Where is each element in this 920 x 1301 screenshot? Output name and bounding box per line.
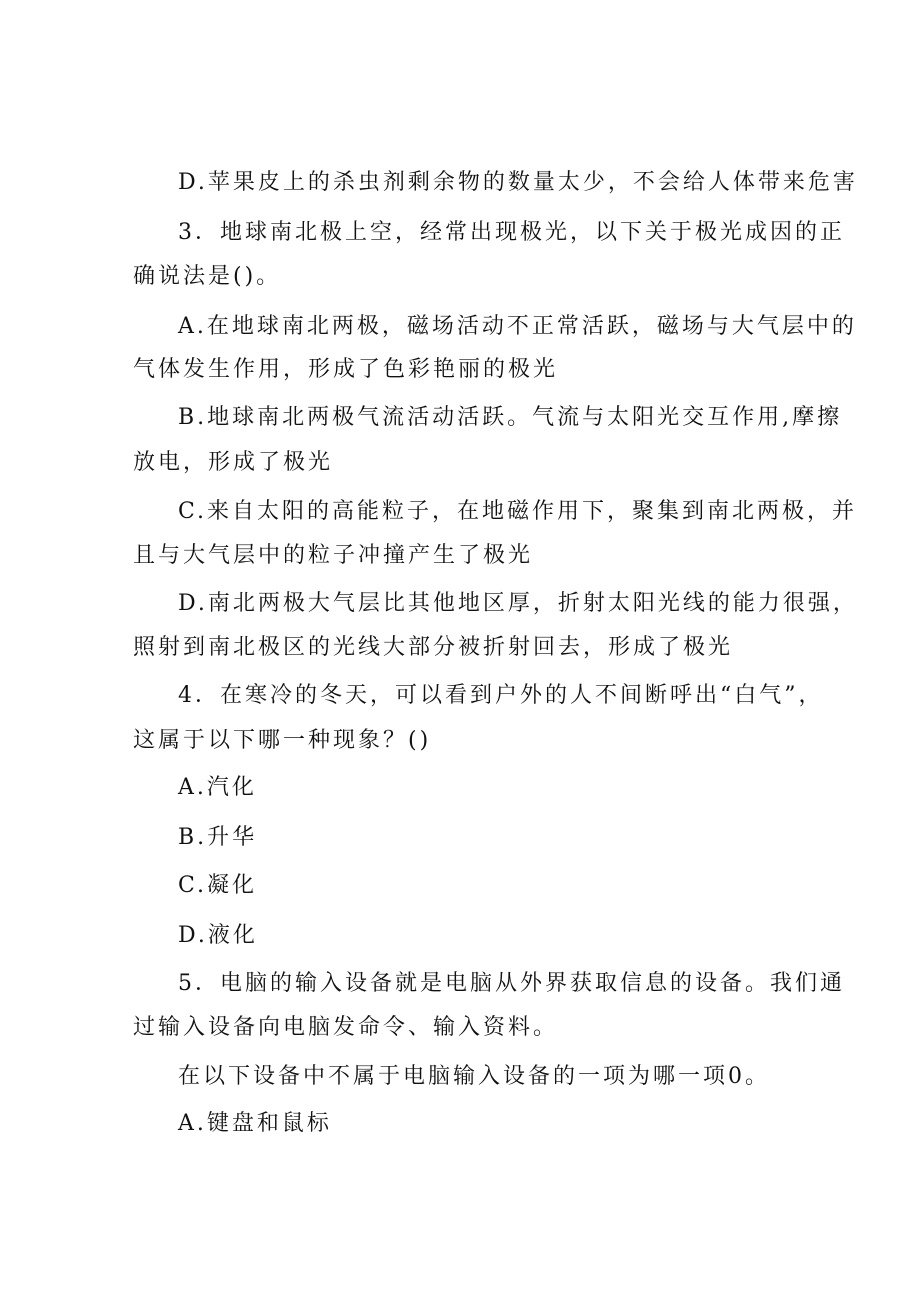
- q3-option-c-line-2: 且与大气层中的粒子冲撞产生了极光: [133, 543, 534, 568]
- q3-stem-line-1: 3．地球南北极上空，经常出现极光，以下关于极光成因的正: [178, 220, 845, 245]
- q2-option-d: D.苹果皮上的杀虫剂剩余物的数量太少，不会给人体带来危害: [178, 170, 858, 195]
- q3-option-a-line-1: A.在地球南北两极，磁场活动不正常活跃，磁场与大气层中的: [178, 314, 857, 339]
- q3-option-b-line-1: B.地球南北两极气流活动活跃。气流与太阳光交互作用,摩擦: [178, 405, 843, 430]
- q4-option-d: D.液化: [178, 923, 258, 948]
- q4-option-a: A.汽化: [178, 775, 257, 800]
- q3-stem-line-2: 确说法是()。: [133, 264, 282, 289]
- q3-option-c-line-1: C.来自太阳的高能粒子，在地磁作用下，聚集到南北两极，并: [178, 499, 858, 524]
- q4-stem-line-2: 这属于以下哪一种现象？(): [133, 728, 432, 753]
- q4-option-b: B.升华: [178, 825, 258, 850]
- q3-option-d-line-1: D.南北两极大气层比其他地区厚，折射太阳光线的能力很强，: [178, 591, 858, 616]
- q3-option-d-line-2: 照射到南北极区的光线大部分被折射回去，形成了极光: [133, 635, 734, 660]
- q4-stem-line-1: 4．在寒冷的冬天，可以看到户外的人不间断呼出“白气”，: [178, 683, 824, 708]
- q4-option-c: C.凝化: [178, 873, 258, 898]
- q5-stem-line-1: 5．电脑的输入设备就是电脑从外界获取信息的设备。我们通: [178, 971, 845, 996]
- q5-option-a: A.键盘和鼠标: [178, 1111, 332, 1136]
- q5-stem-line-2: 过输入设备向电脑发命令、输入资料。: [133, 1015, 559, 1040]
- q5-question: 在以下设备中不属于电脑输入设备的一项为哪一项0。: [178, 1064, 770, 1089]
- q3-option-a-line-2: 气体发生作用，形成了色彩艳丽的极光: [133, 357, 559, 382]
- q3-option-b-line-2: 放电，形成了极光: [133, 450, 334, 475]
